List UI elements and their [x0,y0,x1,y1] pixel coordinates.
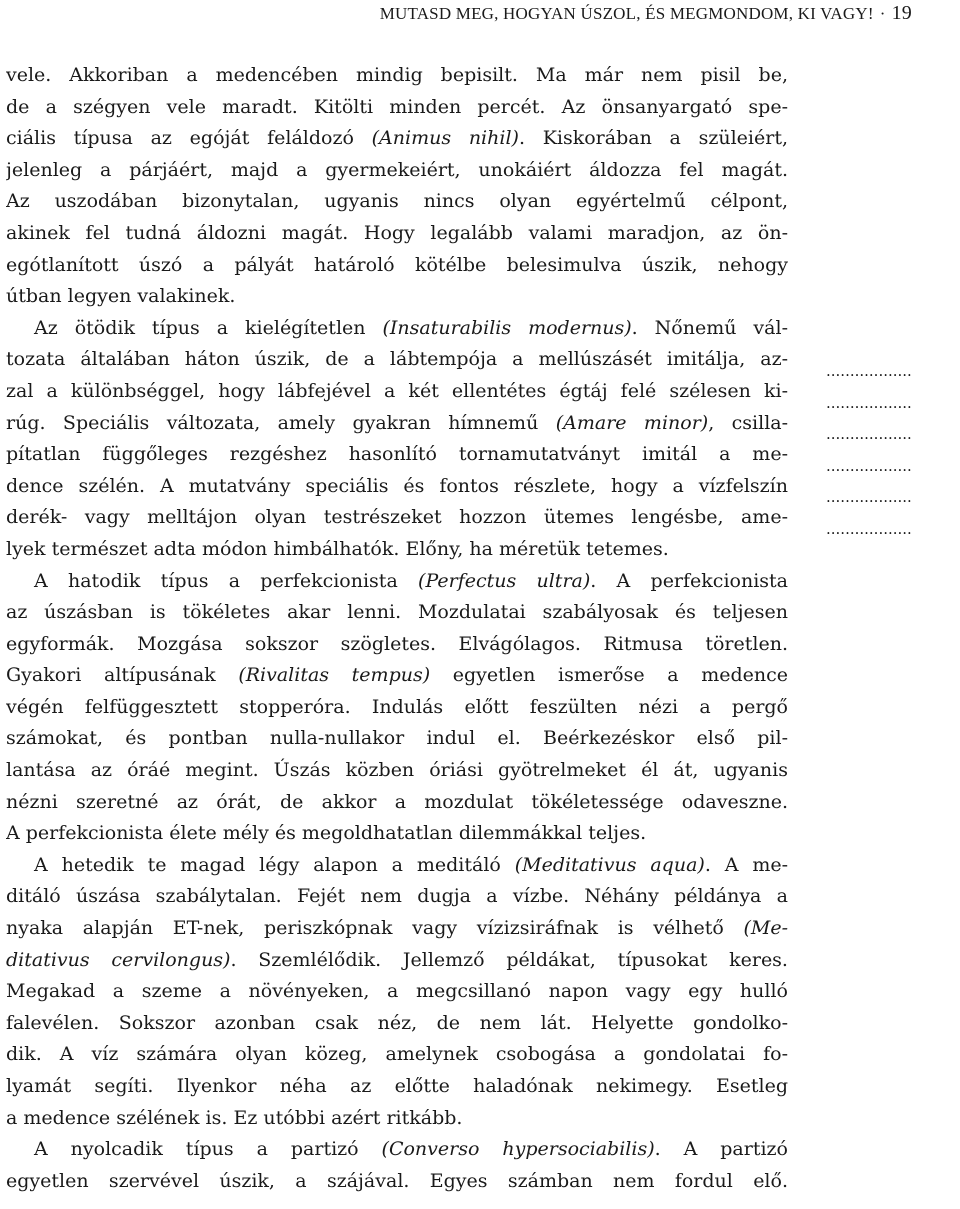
text-line: de a szégyen vele maradt. Kitölti minden percét. Az önsanyargató spe- [6,95,788,118]
text-line: tozata általában háton úszik, de a lábtempója a mellúszásét imitálja, az- [6,348,788,371]
text-line: Az ötödik típus a kielégítetlen (Insaturabilis modernus). Nőnemű vál- [34,316,788,339]
text-line: ditativus cervilongus). Szemlélődik. Jellemző példákat, típusokat keres. [6,948,788,971]
margin-blank-line: .................. [826,362,912,380]
text-line: nyaka alapján ET-nek, periszkópnak vagy vízizsiráfnak is vélhető (Me- [6,917,788,940]
text-line: A hatodik típus a perfekcionista (Perfectus ultra). A perfekcionista [34,569,788,592]
page-number: 19 [891,2,912,24]
text-line: zal a különbséggel, hogy lábfejével a két ellentétes égtáj felé szélesen ki- [6,379,788,402]
text-line: falevélen. Sokszor azonban csak néz, de nem lát. Helyette gondolko- [6,1011,788,1034]
text-line: lantása az óráé megint. Úszás közben óriási gyötrelmeket él át, ugyanis [6,759,788,782]
text-line: akinek fel tudná áldozni magát. Hogy legalább valami maradjon, az ön- [6,221,788,244]
text-line: egyformák. Mozgása sokszor szögletes. Elvágólagos. Ritmusa töretlen. [6,632,788,655]
margin-blanks [826,356,956,546]
running-head-title: MUTASD MEG, HOGYAN ÚSZOL, ÉS MEGMONDOM, KI VAGY! [379,4,874,23]
text-line: az úszásban is tökéletes akar lenni. Mozdulatai szabályosak és teljesen [6,601,788,624]
text-line: dik. A víz számára olyan közeg, amelynek csobogása a gondolatai fo- [6,1043,788,1066]
text-line: Gyakori altípusának (Rivalitas tempus) egyetlen ismerőse a medence [6,664,788,687]
text-line: egótlanított úszó a pályát határoló kötélbe belesimulva úszik, nehogy [6,253,788,276]
text-line: nézni szeretné az órát, de akkor a mozdulat tökéletessége odaveszne. [6,790,788,813]
text-line: ciális típusa az egóját feláldozó (Animus nihil). Kiskorában a szüleiért, [6,127,788,150]
text-line: lyamát segíti. Ilyenkor néha az előtte haladónak nekimegy. Esetleg [6,1075,788,1097]
text-line: ditáló úszása szabálytalan. Fejét nem dugja a vízbe. Néhány példánya a [6,885,788,908]
text-line: Megakad a szeme a növényeken, a megcsillanó napon vagy egy hulló [6,980,788,1003]
running-head-separator: · [879,4,886,23]
text-line: pítatlan függőleges rezgéshez hasonlító tornamutatványt imitál a me- [6,443,788,466]
text-line: egyetlen szervével úszik, a szájával. Egyes számban nem fordul elő. [6,1169,788,1192]
text-line: derék- vagy melltájon olyan testrészeket hozzon ütemes lengésbe, ame- [6,506,788,529]
text-line: jelenleg a párjáért, majd a gyermekeiért, unokáiért áldozza fel magát. [6,158,788,181]
text-line: a medence szélének is. Ez utóbbi azért ritkább. [6,1106,463,1129]
body-text [6,60,788,1197]
text-line: Az uszodában bizonytalan, ugyanis nincs olyan egyértelmű célpont, [6,190,788,213]
running-head [380,2,912,26]
margin-blank-line: .................. [826,456,912,475]
text-line: rúg. Speciális változata, amely gyakran hímnemű (Amare minor), csilla- [6,411,788,434]
text-line: dence szélén. A mutatvány speciális és fontos részlete, hogy a vízfelszín [6,474,788,497]
text-line: lyek természet adta módon himbálhatók. Előny, ha méretük tetemes. [6,537,669,560]
margin-blank-line: .................. [826,519,912,538]
text-line: A perfekcionista élete mély és megoldhatatlan dilemmákkal teljes. [6,822,647,845]
text-line: számokat, és pontban nulla-nullakor indul el. Beérkezéskor első pil- [6,727,788,750]
text-line: vele. Akkoriban a medencében mindig bepisilt. Ma már nem pisil be, [6,64,788,86]
margin-blank-line: .................. [826,488,912,507]
margin-blank-line: .................. [826,393,912,412]
margin-blank-line: .................. [826,425,912,444]
text-line: A nyolcadik típus a partizó (Converso hypersociabilis). A partizó [34,1138,788,1161]
text-line: útban legyen valakinek. [6,285,236,308]
text-line: A hetedik te magad légy alapon a meditáló (Meditativus aqua). A me- [34,853,788,876]
text-line: végén felfüggesztett stopperóra. Indulás előtt feszülten nézi a pergő [6,695,788,718]
